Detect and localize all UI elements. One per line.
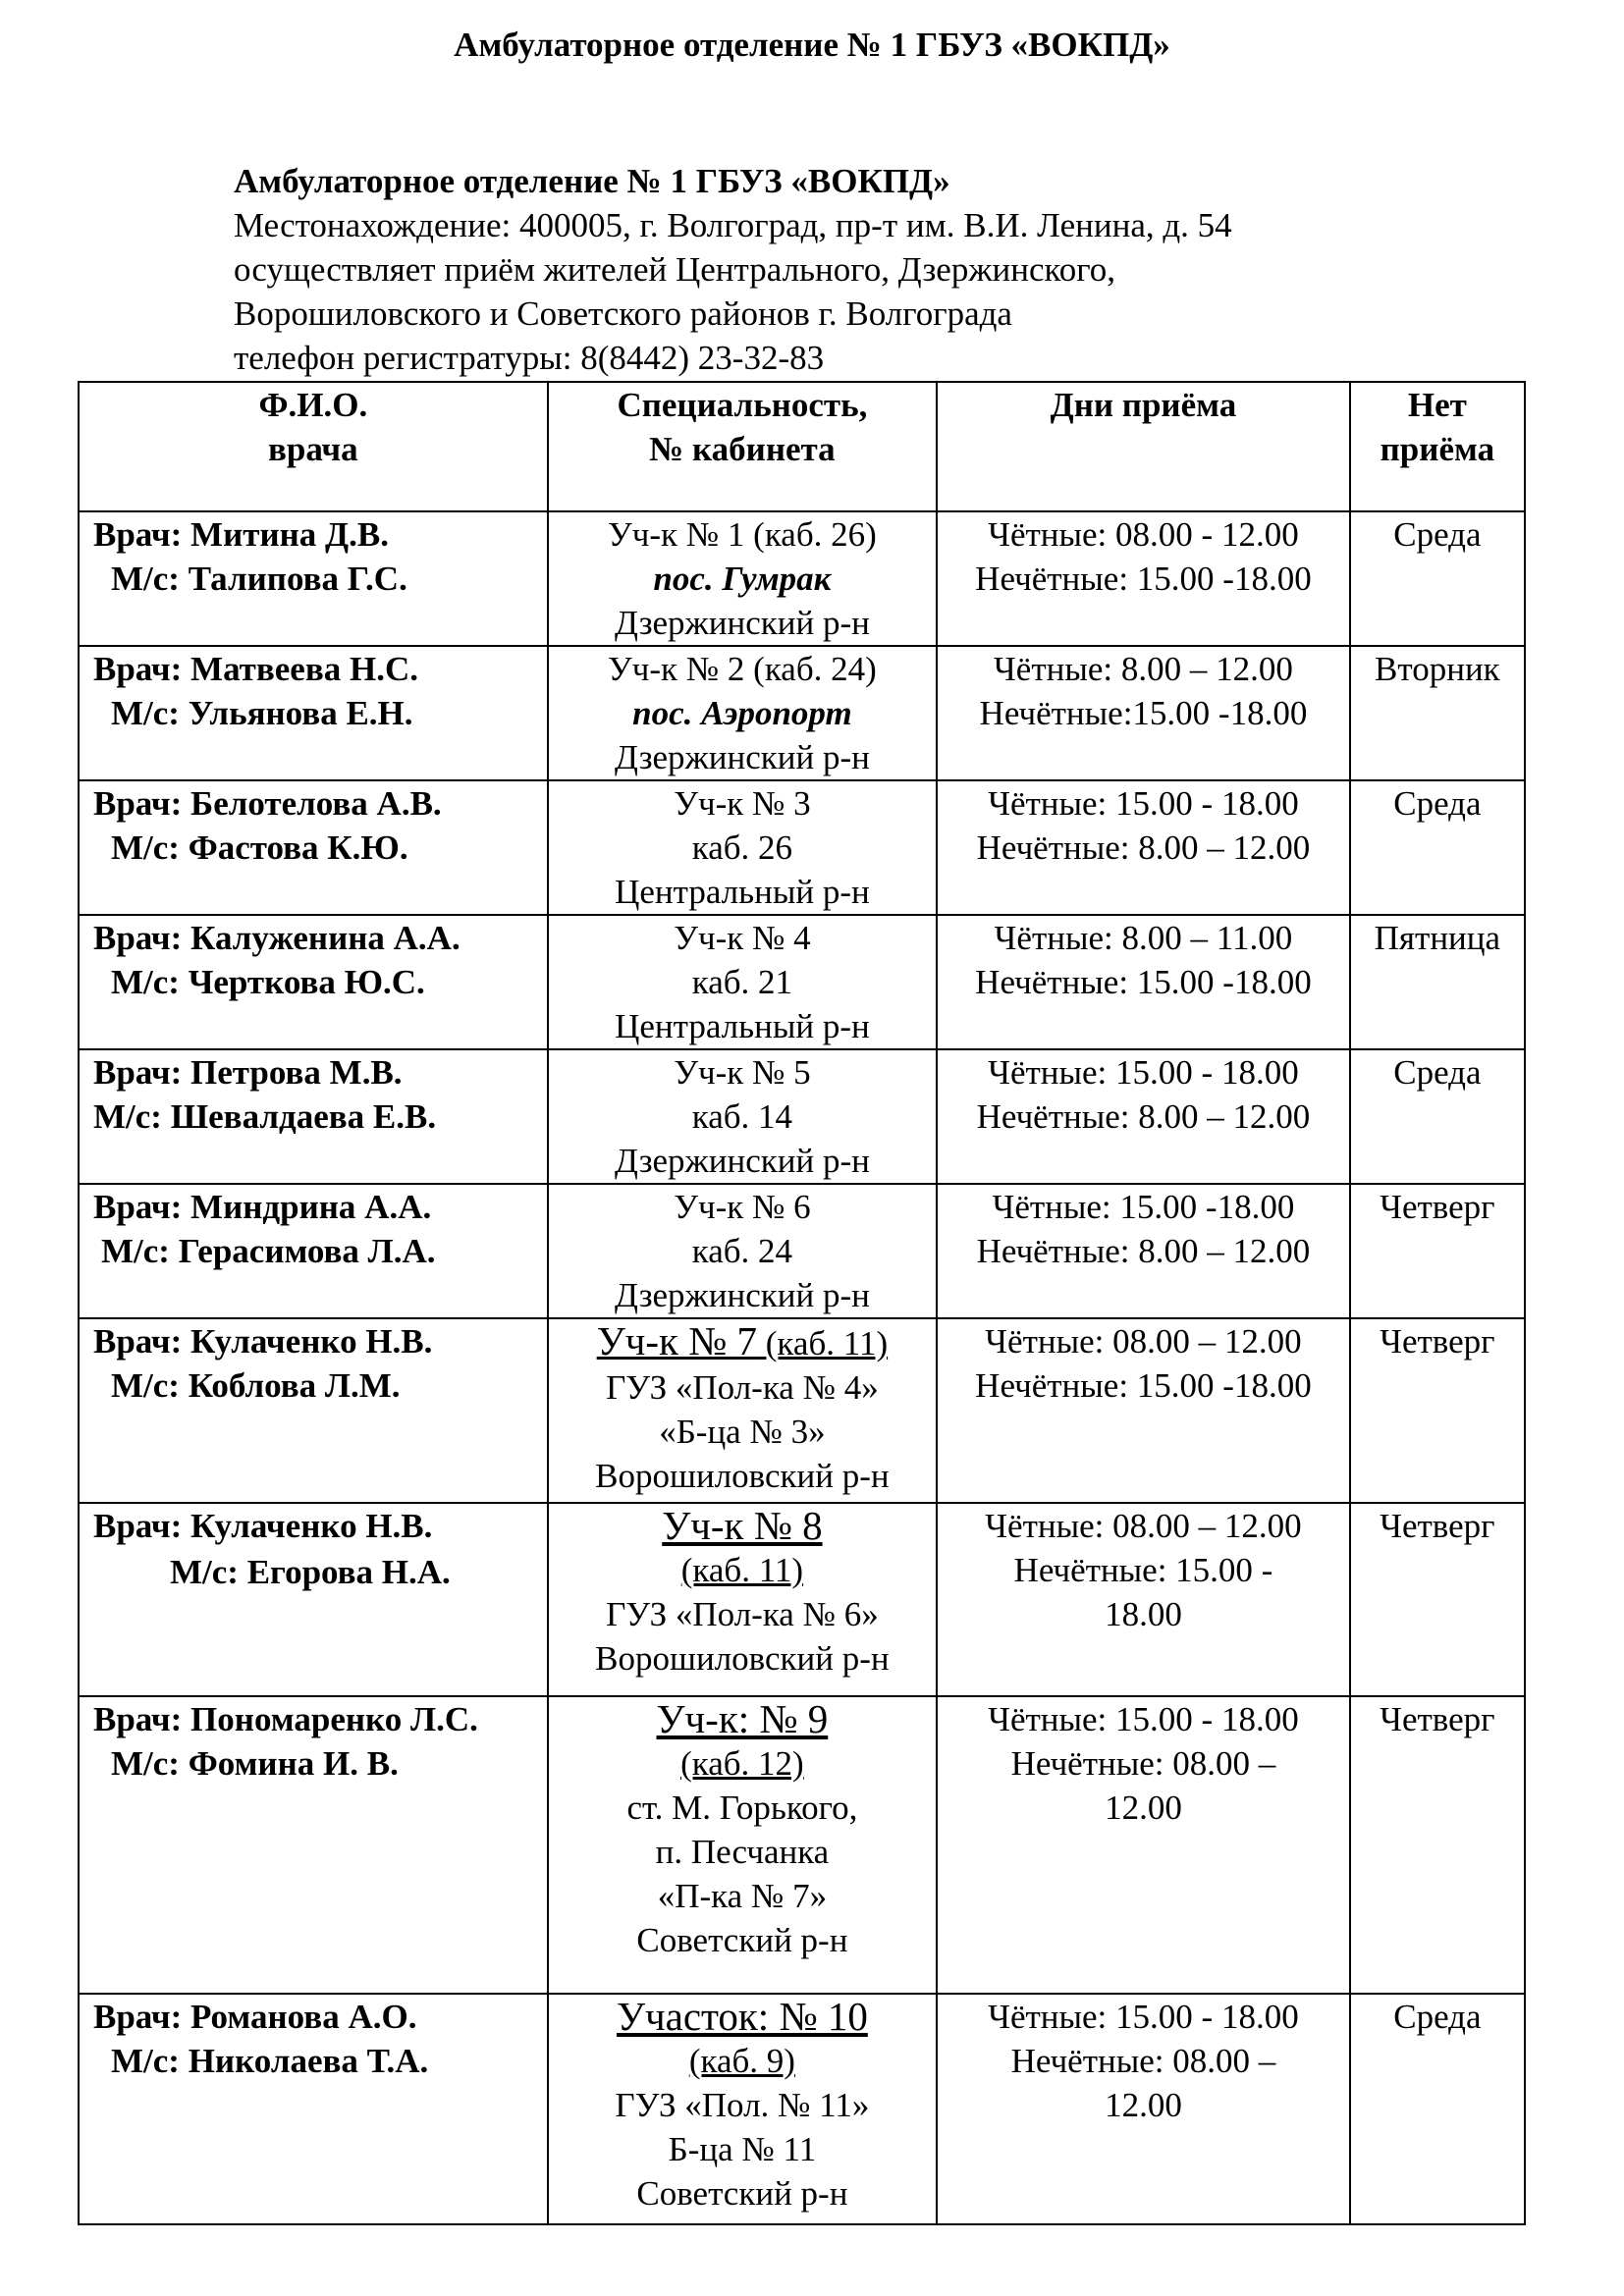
no-reception-cell: Пятница <box>1350 915 1525 1049</box>
nurse-name: М/с: Черткова Ю.С. <box>111 963 425 1001</box>
specialty-cell <box>548 1696 938 1994</box>
days-cell <box>937 1994 1350 2224</box>
days-cell <box>937 646 1350 780</box>
table-row <box>79 1318 1525 1503</box>
header-no-reception <box>1350 382 1525 511</box>
nurse-name: М/с: Ульянова Е.Н. <box>111 694 413 732</box>
district-number: Уч-к № 1 (каб. 26) <box>607 515 877 554</box>
cabinet-number: каб. 21 <box>691 963 793 1001</box>
nurse-name: М/с: Егорова Н.А. <box>170 1553 451 1591</box>
staff-cell <box>79 1696 548 1994</box>
table-row <box>79 780 1525 915</box>
days-cell <box>937 1696 1350 1994</box>
staff-cell <box>79 1049 548 1184</box>
specialty-cell <box>548 915 938 1049</box>
clinic-name: ГУЗ «Пол-ка № 6» <box>606 1595 879 1633</box>
doctor-name: Врач: Кулаченко Н.В. <box>93 1507 433 1545</box>
odd-days-continued: 12.00 <box>1105 2086 1182 2124</box>
header-name-line-2: врача <box>267 430 358 468</box>
specialty-cell <box>548 646 938 780</box>
odd-days: Нечётные: 8.00 – 12.00 <box>976 828 1311 867</box>
staff-cell <box>79 1184 548 1318</box>
even-days: Чётные: 15.00 - 18.00 <box>988 1700 1299 1738</box>
header-specialty-line-1: Специальность, <box>617 386 868 424</box>
header-specialty-line-2: № кабинета <box>649 430 836 468</box>
odd-days: Нечётные: 08.00 – <box>1010 1744 1276 1783</box>
district-number: Участок: № 10 <box>616 1994 868 2039</box>
even-days: Чётные: 15.00 - 18.00 <box>988 1998 1299 2036</box>
district-number: Уч-к № 4 <box>674 919 811 957</box>
department-info <box>234 159 1232 380</box>
odd-days: Нечётные: 15.00 -18.00 <box>975 1366 1312 1405</box>
doctor-name: Врач: Романова А.О. <box>93 1998 417 2036</box>
specialty-cell <box>548 1049 938 1184</box>
district-number: Уч-к № 7 <box>596 1318 758 1363</box>
district-area: Дзержинский р-н <box>614 1142 870 1180</box>
district-number: Уч-к № 3 <box>674 784 811 823</box>
odd-days: Нечётные: 08.00 – <box>1010 2042 1276 2080</box>
no-reception-cell: Среда <box>1350 1994 1525 2224</box>
days-cell <box>937 1049 1350 1184</box>
district-area: Дзержинский р-н <box>614 604 870 642</box>
even-days: Чётные: 08.00 - 12.00 <box>988 515 1299 554</box>
doctor-name: Врач: Матвеева Н.С. <box>93 650 418 688</box>
district-locality: пос. Аэропорт <box>632 694 852 732</box>
doctor-name: Врач: Миндрина А.А. <box>93 1188 432 1226</box>
district-area: Центральный р-н <box>615 1007 870 1045</box>
department-phone: телефон регистратуры: 8(8442) 23-32-83 <box>234 339 825 377</box>
locality-line-2: п. Песчанка <box>655 1833 830 1871</box>
page-title: Амбулаторное отделение № 1 ГБУЗ «ВОКПД» <box>454 26 1170 64</box>
header-name-line-1: Ф.И.О. <box>258 386 368 424</box>
district-heading <box>549 1319 937 1365</box>
specialty-cell <box>548 1184 938 1318</box>
specialty-cell <box>548 511 938 646</box>
even-days: Чётные: 08.00 – 12.00 <box>985 1507 1302 1545</box>
district-area: Советский р-н <box>636 1921 848 1959</box>
cabinet-number: (каб. 9) <box>688 2042 795 2080</box>
nurse-name: М/с: Фастова К.Ю. <box>111 828 408 867</box>
even-days: Чётные: 15.00 - 18.00 <box>988 784 1299 823</box>
nurse-name: М/с: Талипова Г.С. <box>111 560 407 598</box>
specialty-cell <box>548 1994 938 2224</box>
district-area: Центральный р-н <box>615 873 870 911</box>
department-name: Амбулаторное отделение № 1 ГБУЗ «ВОКПД» <box>234 162 950 200</box>
clinic-name: «П-ка № 7» <box>657 1877 828 1915</box>
no-reception-cell: Четверг <box>1350 1184 1525 1318</box>
doctor-name: Врач: Калуженина А.А. <box>93 919 460 957</box>
district-area: Советский р-н <box>636 2174 848 2213</box>
doctor-name: Врач: Кулаченко Н.В. <box>93 1322 433 1361</box>
doctor-name: Врач: Петрова М.В. <box>93 1053 403 1092</box>
table-row <box>79 1184 1525 1318</box>
header-days <box>937 382 1350 511</box>
odd-days-continued: 12.00 <box>1105 1789 1182 1827</box>
nurse-name: М/с: Фомина И. В. <box>111 1744 399 1783</box>
header-name <box>79 382 548 511</box>
district-area: Ворошиловский р-н <box>595 1639 890 1678</box>
no-reception-cell: Среда <box>1350 780 1525 915</box>
district-area: Дзержинский р-н <box>614 738 870 776</box>
table-row <box>79 915 1525 1049</box>
header-days-label: Дни приёма <box>1050 386 1237 424</box>
department-serves-line-2: Ворошиловского и Советского районов г. Волгограда <box>234 294 1012 333</box>
specialty-cell <box>548 1318 938 1503</box>
doctor-name: Врач: Пономаренко Л.С. <box>93 1700 478 1738</box>
even-days: Чётные: 8.00 – 12.00 <box>994 650 1293 688</box>
cabinet-number: (каб. 11) <box>680 1551 804 1589</box>
schedule-table <box>78 381 1526 2225</box>
clinic-name: ГУЗ «Пол. № 11» <box>615 2086 870 2124</box>
table-row <box>79 1696 1525 1994</box>
district-locality: пос. Гумрак <box>653 560 832 598</box>
header-no-reception-line-1: Нет <box>1407 386 1467 424</box>
district-area: Дзержинский р-н <box>614 1276 870 1314</box>
even-days: Чётные: 15.00 -18.00 <box>992 1188 1295 1226</box>
even-days: Чётные: 15.00 - 18.00 <box>988 1053 1299 1092</box>
district-area: Ворошиловский р-н <box>595 1457 890 1495</box>
odd-days: Нечётные: 15.00 -18.00 <box>975 560 1312 598</box>
odd-days: Нечётные:15.00 -18.00 <box>979 694 1308 732</box>
specialty-cell <box>548 1503 938 1696</box>
staff-cell <box>79 511 548 646</box>
nurse-name: М/с: Герасимова Л.А. <box>101 1232 436 1270</box>
staff-cell <box>79 1994 548 2224</box>
nurse-name: М/с: Николаева Т.А. <box>111 2042 429 2080</box>
even-days: Чётные: 08.00 – 12.00 <box>985 1322 1302 1361</box>
days-cell <box>937 915 1350 1049</box>
table-row <box>79 1049 1525 1184</box>
no-reception-cell: Среда <box>1350 511 1525 646</box>
no-reception-cell: Среда <box>1350 1049 1525 1184</box>
staff-cell <box>79 646 548 780</box>
department-location: Местонахождение: 400005, г. Волгоград, пр-т им. В.И. Ленина, д. 54 <box>234 206 1232 244</box>
doctor-name: Врач: Митина Д.В. <box>93 515 389 554</box>
odd-days: Нечётные: 15.00 - <box>1013 1551 1273 1589</box>
staff-cell <box>79 1503 548 1696</box>
days-cell <box>937 511 1350 646</box>
cabinet-number: (каб. 11) <box>757 1324 889 1362</box>
district-number: Уч-к № 2 (каб. 24) <box>607 650 877 688</box>
odd-days-continued: 18.00 <box>1105 1595 1182 1633</box>
table-row <box>79 646 1525 780</box>
cabinet-number: каб. 24 <box>691 1232 793 1270</box>
staff-cell <box>79 915 548 1049</box>
specialty-cell <box>548 780 938 915</box>
table-row <box>79 1994 1525 2224</box>
locality-line-1: ст. М. Горького, <box>626 1789 858 1827</box>
cabinet-number: каб. 26 <box>691 828 793 867</box>
district-number: Уч-к № 5 <box>674 1053 811 1092</box>
odd-days: Нечётные: 8.00 – 12.00 <box>976 1097 1311 1136</box>
hospital-name: Б-ца № 11 <box>668 2130 817 2168</box>
cabinet-number: каб. 14 <box>691 1097 793 1136</box>
clinic-name: ГУЗ «Пол-ка № 4» <box>606 1368 879 1407</box>
no-reception-cell: Четверг <box>1350 1696 1525 1994</box>
cabinet-number: (каб. 12) <box>680 1744 804 1783</box>
header-specialty <box>548 382 938 511</box>
even-days: Чётные: 8.00 – 11.00 <box>994 919 1293 957</box>
department-serves-line-1: осуществляет приём жителей Центрального, Дзержинского, <box>234 250 1115 289</box>
nurse-name: М/с: Шевалдаева Е.В. <box>93 1097 437 1136</box>
district-number: Уч-к № 6 <box>674 1188 811 1226</box>
staff-cell <box>79 1318 548 1503</box>
district-number: Уч-к: № 9 <box>656 1696 829 1741</box>
staff-cell <box>79 780 548 915</box>
no-reception-cell: Четверг <box>1350 1318 1525 1503</box>
odd-days: Нечётные: 8.00 – 12.00 <box>976 1232 1311 1270</box>
no-reception-cell: Четверг <box>1350 1503 1525 1696</box>
days-cell <box>937 1503 1350 1696</box>
days-cell <box>937 1318 1350 1503</box>
table-row <box>79 1503 1525 1696</box>
days-cell <box>937 780 1350 915</box>
nurse-name: М/с: Коблова Л.М. <box>111 1366 401 1405</box>
doctor-name: Врач: Белотелова А.В. <box>93 784 442 823</box>
table-header-row <box>79 382 1525 511</box>
header-no-reception-line-2: приёма <box>1380 430 1495 468</box>
odd-days: Нечётные: 15.00 -18.00 <box>975 963 1312 1001</box>
table-row <box>79 511 1525 646</box>
no-reception-cell: Вторник <box>1350 646 1525 780</box>
district-number: Уч-к № 8 <box>662 1503 823 1548</box>
hospital-name: «Б-ца № 3» <box>659 1413 826 1451</box>
days-cell <box>937 1184 1350 1318</box>
